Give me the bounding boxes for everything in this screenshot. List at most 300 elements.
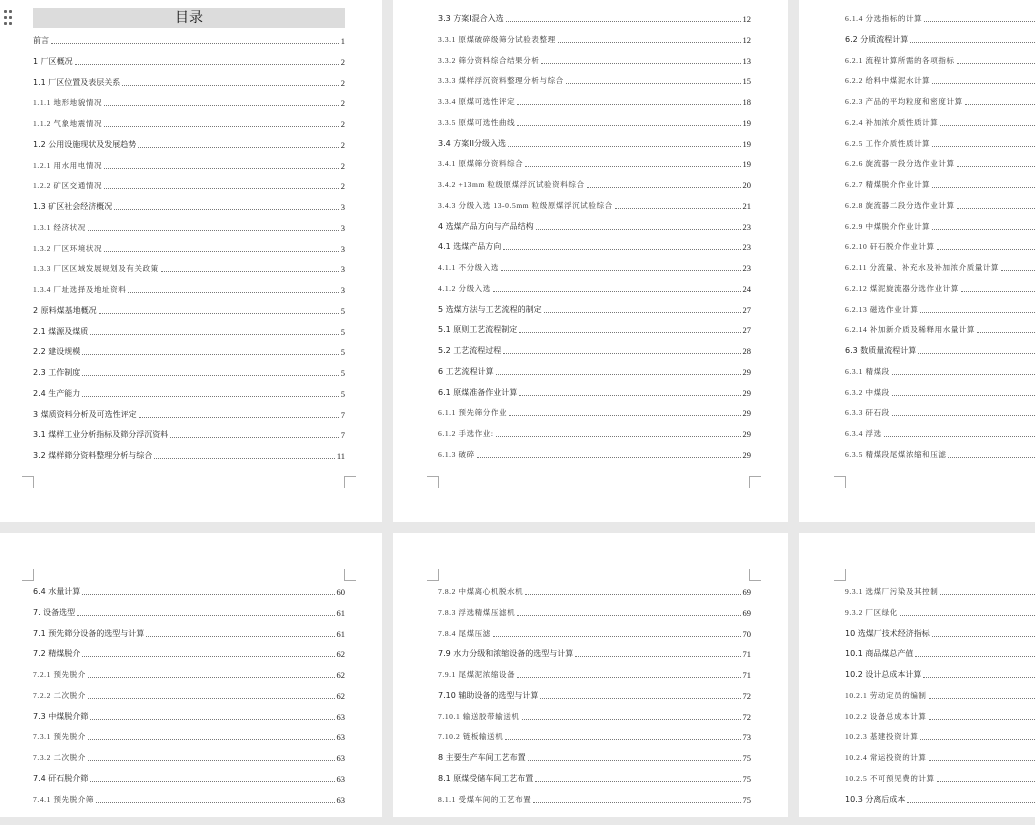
drag-handle-icon[interactable] <box>4 10 14 26</box>
toc-entry-label: 7.10 辅助设备的选型与计算 <box>438 690 539 700</box>
toc-entry-page-number: 69 <box>742 607 751 618</box>
toc-entry[interactable] <box>438 602 751 618</box>
toc-leader-dots <box>88 677 335 678</box>
toc-entry[interactable] <box>438 29 751 45</box>
toc-leader-dots <box>528 760 741 761</box>
toc-entry-page-number: 75 <box>742 753 751 763</box>
toc-leader-dots <box>937 781 1035 782</box>
toc-entry-label: 3.3.3 煤样浮沉资料整理分析与综合 <box>438 76 564 86</box>
toc-entry[interactable] <box>33 602 345 618</box>
toc-entry[interactable] <box>438 382 751 398</box>
toc-entry[interactable] <box>845 8 1035 24</box>
toc-leader-dots <box>493 291 741 292</box>
toc-entry[interactable] <box>845 91 1035 107</box>
toc-entry[interactable] <box>845 216 1035 232</box>
toc-entry[interactable] <box>438 91 751 107</box>
toc-entry-page-number: 12 <box>742 34 751 45</box>
toc-leader-dots <box>170 437 338 438</box>
toc-entry-page-number: 63 <box>336 753 345 763</box>
toc-entry[interactable] <box>438 685 751 701</box>
toc-entry-page-number: 2 <box>340 98 345 109</box>
toc-entry[interactable] <box>33 768 345 784</box>
toc-entry-label: 7.4.1 预先脱介筛 <box>33 794 94 804</box>
toc-entry-page-number: 15 <box>742 76 751 87</box>
toc-leader-dots <box>940 594 1035 595</box>
toc-entry[interactable] <box>438 195 751 211</box>
toc-entry-label: 2.4 生产能力 <box>33 388 81 398</box>
toc-leader-dots <box>884 436 1035 437</box>
toc-entry[interactable] <box>438 299 751 315</box>
toc-entry[interactable] <box>33 643 345 659</box>
toc-entry[interactable] <box>33 258 345 274</box>
toc-entry[interactable] <box>438 643 751 659</box>
toc-entry-label: 3.3.4 原煤可选性评定 <box>438 97 516 106</box>
toc-entry[interactable] <box>845 382 1035 398</box>
toc-entry[interactable] <box>33 72 345 88</box>
toc-list <box>438 8 751 468</box>
toc-entry-label: 2.3 工作制度 <box>33 368 81 377</box>
toc-entry[interactable] <box>33 217 345 233</box>
toc-entry[interactable] <box>845 685 1035 701</box>
toc-entry-page-number: 21 <box>742 200 751 211</box>
toc-entry-label: 6.2.8 旋流器二段分选作业计算 <box>845 200 955 210</box>
page-corner-mark <box>22 569 34 581</box>
toc-leader-dots <box>104 251 339 252</box>
page-corner-mark <box>22 476 34 488</box>
toc-leader-dots <box>924 21 1035 22</box>
toc-entry-label: 2.2 建设规模 <box>33 347 81 357</box>
toc-entry[interactable] <box>845 319 1035 335</box>
page-corner-mark <box>749 476 761 488</box>
toc-leader-dots <box>525 594 740 595</box>
toc-entry[interactable] <box>33 726 345 742</box>
toc-entry-label: 6.3.3 矸石段 <box>845 408 890 418</box>
toc-entry-page-number: 71 <box>742 649 751 660</box>
toc-leader-dots <box>932 83 1035 84</box>
toc-entry[interactable] <box>438 402 751 418</box>
toc-entry-page-number: 3 <box>340 243 345 254</box>
toc-entry[interactable] <box>845 174 1035 190</box>
toc-entry-label: 7.2.1 预先脱介 <box>33 670 86 679</box>
toc-leader-dots <box>122 85 338 86</box>
toc-entry[interactable] <box>438 133 751 149</box>
toc-leader-dots <box>932 636 1035 637</box>
toc-entry[interactable] <box>438 319 751 335</box>
toc-entry-label: 10.1 商品煤总产值 <box>845 649 914 659</box>
toc-entry[interactable] <box>845 299 1035 315</box>
toc-leader-dots <box>533 802 740 803</box>
toc-leader-dots <box>82 656 334 657</box>
toc-leader-dots <box>932 187 1035 188</box>
toc-leader-dots <box>525 166 740 167</box>
toc-entry-label: 6.1.3 破碎 <box>438 449 475 459</box>
toc-entry[interactable] <box>33 404 345 420</box>
toc-entry-page-number: 29 <box>742 449 751 460</box>
toc-entry-page-number: 29 <box>742 387 751 398</box>
toc-leader-dots <box>90 781 334 782</box>
toc-leader-dots <box>615 208 741 209</box>
toc-entry-page-number: 63 <box>336 794 345 805</box>
toc-entry-page-number: 19 <box>742 138 751 149</box>
toc-leader-dots <box>509 415 740 416</box>
toc-entry[interactable] <box>845 789 1035 805</box>
toc-entry[interactable] <box>845 340 1035 356</box>
toc-list <box>845 581 1035 821</box>
toc-entry[interactable] <box>845 581 1035 597</box>
toc-entry-label: 3.4 方案II分级入选 <box>438 138 506 148</box>
toc-entry[interactable] <box>438 747 751 763</box>
toc-entry-page-number: 7 <box>340 409 345 420</box>
toc-entry[interactable] <box>845 643 1035 659</box>
toc-entry[interactable] <box>845 726 1035 742</box>
page-corner-mark <box>344 476 356 488</box>
page-corner-mark <box>427 476 439 488</box>
toc-entry-label: 10.2.5 不可预见费的计算 <box>845 773 935 783</box>
toc-leader-dots <box>575 656 740 657</box>
toc-entry-label: 1.3.1 经济状况 <box>33 222 86 232</box>
toc-leader-dots <box>900 615 1035 616</box>
toc-leader-dots <box>918 353 1035 354</box>
toc-entry-page-number: 2 <box>340 119 345 129</box>
toc-entry[interactable] <box>33 300 345 316</box>
toc-entry[interactable] <box>845 29 1035 45</box>
toc-entry-label: 7.3.2 二次脱介 <box>33 753 86 762</box>
toc-entry-page-number: 62 <box>336 649 345 660</box>
toc-entry[interactable] <box>845 361 1035 377</box>
toc-leader-dots <box>961 291 1035 292</box>
toc-entry-page-number: 72 <box>742 690 751 701</box>
toc-entry[interactable] <box>438 174 751 190</box>
toc-leader-dots <box>82 354 338 355</box>
toc-entry[interactable] <box>33 685 345 701</box>
toc-entry-label: 7.3.1 预先脱介 <box>33 732 86 742</box>
toc-entry[interactable] <box>845 278 1035 294</box>
toc-entry-label: 7.2 精煤脱介 <box>33 649 81 659</box>
toc-leader-dots <box>544 312 741 313</box>
toc-entry-label: 1.3.4 厂址选择及地址资料 <box>33 285 127 294</box>
toc-entry[interactable] <box>33 362 345 378</box>
toc-leader-dots <box>496 436 741 437</box>
toc-entry[interactable] <box>438 236 751 252</box>
toc-leader-dots <box>519 395 740 396</box>
toc-entry-page-number: 27 <box>742 304 751 315</box>
toc-entry[interactable] <box>33 155 345 171</box>
toc-entry-page-number: 12 <box>742 14 751 24</box>
toc-entry-label: 6.1.1 预先筛分作业 <box>438 408 508 418</box>
toc-entry[interactable] <box>845 664 1035 680</box>
toc-entry-label: 6.3.2 中煤段 <box>845 387 890 397</box>
toc-entry[interactable] <box>33 706 345 722</box>
toc-leader-dots <box>82 396 338 397</box>
toc-leader-dots <box>920 739 1035 740</box>
toc-title[interactable]: 目录 <box>33 8 345 28</box>
toc-entry-label: 10.3 分离后成本 <box>845 794 906 804</box>
toc-leader-dots <box>558 42 741 43</box>
toc-entry-page-number: 3 <box>340 264 345 275</box>
toc-entry[interactable] <box>33 424 345 440</box>
toc-entry[interactable] <box>33 623 345 639</box>
toc-entry-page-number: 62 <box>336 670 345 680</box>
toc-leader-dots <box>892 374 1035 375</box>
toc-leader-dots <box>1001 270 1035 271</box>
toc-entry-label: 6.2 分质流程计算 <box>845 34 909 44</box>
toc-leader-dots <box>929 760 1035 761</box>
toc-leader-dots <box>154 458 335 459</box>
toc-entry[interactable] <box>845 768 1035 784</box>
toc-entry-page-number: 23 <box>742 221 751 232</box>
page-corner-mark <box>344 569 356 581</box>
toc-entry-page-number: 28 <box>742 346 751 356</box>
toc-entry[interactable] <box>438 70 751 86</box>
toc-entry-label: 7.9.1 尾煤泥浓缩设备 <box>438 670 516 679</box>
toc-entry-label: 6.3.1 精煤段 <box>845 366 890 376</box>
toc-entry[interactable] <box>845 423 1035 439</box>
toc-entry[interactable] <box>845 602 1035 618</box>
toc-entry-page-number: 63 <box>336 732 345 743</box>
toc-leader-dots <box>517 677 740 678</box>
toc-entry[interactable] <box>438 112 751 128</box>
toc-leader-dots <box>519 332 740 333</box>
toc-entry-page-number: 63 <box>336 711 345 722</box>
toc-entry-label: 6.3 数质量流程计算 <box>845 346 917 355</box>
toc-entry-label: 4.1 选煤产品方向 <box>438 242 502 252</box>
toc-leader-dots <box>929 719 1035 720</box>
toc-entry-page-number: 3 <box>340 202 345 212</box>
toc-entry-label: 3 煤质资料分析及可选性评定 <box>33 409 137 419</box>
toc-entry[interactable] <box>438 153 751 169</box>
toc-leader-dots <box>505 739 740 740</box>
toc-leader-dots <box>503 249 740 250</box>
document-page-2 <box>393 0 788 522</box>
toc-entry[interactable] <box>33 321 345 337</box>
toc-entry-label: 3.3 方案I混合入选 <box>438 14 504 23</box>
toc-leader-dots <box>929 698 1035 699</box>
toc-entry-label: 9.3.2 厂区绿化 <box>845 607 898 617</box>
toc-entry[interactable] <box>438 581 751 597</box>
toc-entry-label: 7.10.2 链板输送机 <box>438 732 504 742</box>
toc-entry[interactable] <box>33 238 345 254</box>
toc-entry[interactable] <box>438 768 751 784</box>
toc-leader-dots <box>99 313 339 314</box>
toc-entry-label: 6 工艺流程计算 <box>438 366 494 376</box>
toc-entry-label: 1.1.1 地形地貌情况 <box>33 98 103 108</box>
toc-entry[interactable] <box>33 789 345 805</box>
toc-leader-dots <box>957 166 1035 167</box>
toc-entry[interactable] <box>33 581 345 597</box>
toc-leader-dots <box>566 83 741 84</box>
toc-entry[interactable] <box>438 726 751 742</box>
toc-entry-page-number: 27 <box>742 325 751 336</box>
toc-entry[interactable] <box>845 153 1035 169</box>
toc-entry-label: 6.1.4 分选指标的计算 <box>845 14 923 23</box>
toc-entry-label: 10.2.4 常运投资的计算 <box>845 753 927 762</box>
toc-entry[interactable] <box>438 361 751 377</box>
toc-entry-label: 6.2.2 给料中煤泥水计算 <box>845 76 931 86</box>
toc-leader-dots <box>477 457 741 458</box>
toc-leader-dots <box>75 64 339 65</box>
toc-leader-dots <box>146 636 334 637</box>
page-corner-mark <box>834 476 846 488</box>
toc-entry-label: 3.4.1 原煤筛分资料综合 <box>438 159 524 169</box>
toc-leader-dots <box>104 126 339 127</box>
toc-leader-dots <box>957 63 1035 64</box>
toc-leader-dots <box>517 104 740 105</box>
toc-entry-label: 6.2.4 补加浓介质性质计算 <box>845 117 939 127</box>
toc-entry[interactable] <box>845 706 1035 722</box>
toc-entry-page-number: 75 <box>742 773 751 784</box>
toc-entry-page-number: 19 <box>742 159 751 170</box>
toc-list <box>33 30 345 470</box>
toc-entry[interactable] <box>845 133 1035 149</box>
toc-entry[interactable] <box>438 664 751 680</box>
toc-entry-label: 1.1.2 气象地震情况 <box>33 119 103 128</box>
page-corner-mark <box>749 569 761 581</box>
toc-leader-dots <box>88 760 335 761</box>
toc-entry[interactable] <box>33 134 345 150</box>
toc-entry[interactable] <box>845 112 1035 128</box>
toc-entry-page-number: 24 <box>742 283 751 294</box>
toc-entry-label: 8.1.1 受煤车间的工艺布置 <box>438 794 532 804</box>
toc-entry-label: 7.10.1 输送胶带输送机 <box>438 711 520 721</box>
toc-entry-label: 6.2.11 分流量、补充水及补加浓介质量计算 <box>845 263 1000 272</box>
toc-entry[interactable] <box>33 196 345 212</box>
toc-entry[interactable] <box>438 623 751 639</box>
toc-entry[interactable] <box>438 257 751 273</box>
toc-entry[interactable] <box>438 789 751 805</box>
toc-entry[interactable] <box>845 70 1035 86</box>
toc-leader-dots <box>139 417 339 418</box>
toc-entry-page-number: 29 <box>742 429 751 439</box>
page-corner-mark <box>834 569 846 581</box>
toc-entry-page-number: 19 <box>742 117 751 128</box>
toc-entry-label: 6.2.6 旋流器一段分选作业计算 <box>845 159 955 169</box>
toc-entry-label: 3.1 煤样工业分析指标及筛分浮沉资料 <box>33 430 169 440</box>
toc-leader-dots <box>82 594 334 595</box>
toc-list <box>438 581 751 821</box>
toc-entry-page-number: 2 <box>340 139 345 150</box>
toc-entry[interactable] <box>845 623 1035 639</box>
toc-entry-label: 4.1.1 不分级入选 <box>438 263 499 272</box>
toc-entry-label: 7.3 中煤脱介筛 <box>33 711 89 721</box>
toc-leader-dots <box>77 615 334 616</box>
toc-entry[interactable] <box>33 341 345 357</box>
toc-entry[interactable] <box>845 50 1035 66</box>
toc-entry-label: 1.2.2 矿区交通情况 <box>33 181 103 191</box>
toc-entry[interactable] <box>33 175 345 191</box>
toc-entry[interactable] <box>845 236 1035 252</box>
toc-entry-label: 10.2.3 基建投资计算 <box>845 732 919 742</box>
toc-leader-dots <box>540 698 740 699</box>
toc-leader-dots <box>51 43 339 44</box>
toc-entry-label: 5 选煤方法与工艺流程的制定 <box>438 304 542 314</box>
toc-entry[interactable] <box>33 51 345 67</box>
toc-entry-label: 6.1.2 手选作业: <box>438 429 494 438</box>
toc-leader-dots <box>522 719 741 720</box>
toc-entry-label: 7.1 预先筛分设备的选型与计算 <box>33 628 145 638</box>
toc-entry[interactable] <box>33 92 345 108</box>
toc-leader-dots <box>88 698 335 699</box>
toc-entry-page-number: 3 <box>340 222 345 233</box>
toc-entry-label: 3.3.2 筛分资料综合结果分析 <box>438 55 540 65</box>
toc-entry[interactable] <box>845 195 1035 211</box>
toc-list <box>33 581 345 821</box>
toc-entry-page-number: 7 <box>340 430 345 441</box>
toc-leader-dots <box>536 229 741 230</box>
toc-entry[interactable] <box>438 8 751 24</box>
toc-entry-label: 1.3 矿区社会经济概况 <box>33 202 113 211</box>
toc-entry[interactable] <box>845 444 1035 460</box>
toc-leader-dots <box>161 271 339 272</box>
toc-entry[interactable] <box>845 257 1035 273</box>
toc-entry-label: 10.2.2 设备总成本计算 <box>845 711 927 721</box>
toc-entry[interactable] <box>845 747 1035 763</box>
toc-entry[interactable] <box>33 664 345 680</box>
toc-entry[interactable] <box>438 216 751 232</box>
toc-entry-page-number: 62 <box>336 690 345 701</box>
toc-entry[interactable] <box>33 113 345 129</box>
toc-entry[interactable] <box>33 747 345 763</box>
toc-leader-dots <box>114 209 338 210</box>
toc-leader-dots <box>517 125 740 126</box>
toc-entry-page-number: 2 <box>340 56 345 67</box>
toc-entry[interactable] <box>438 444 751 460</box>
toc-entry-label: 3.2 煤样筛分资料整理分析与综合 <box>33 451 153 460</box>
toc-leader-dots <box>920 312 1035 313</box>
toc-leader-dots <box>910 42 1035 43</box>
toc-leader-dots <box>496 374 741 375</box>
toc-entry[interactable] <box>33 30 345 46</box>
toc-entry-page-number: 20 <box>742 180 751 190</box>
toc-entry[interactable] <box>438 706 751 722</box>
toc-entry-page-number: 5 <box>340 388 345 399</box>
toc-leader-dots <box>517 615 740 616</box>
toc-leader-dots <box>88 230 339 231</box>
toc-entry[interactable] <box>33 383 345 399</box>
toc-leader-dots <box>82 375 338 376</box>
toc-leader-dots <box>90 334 338 335</box>
toc-entry-label: 3.4.3 分级入选 13-0.5mm 粒级原煤浮沉试验综合 <box>438 200 613 210</box>
toc-entry-page-number: 2 <box>340 160 345 171</box>
toc-leader-dots <box>892 415 1035 416</box>
toc-entry[interactable] <box>438 50 751 66</box>
toc-entry[interactable] <box>33 279 345 295</box>
toc-leader-dots <box>104 188 339 189</box>
document-page-1 <box>0 0 382 522</box>
toc-leader-dots <box>104 168 339 169</box>
toc-entry-label: 4 选煤产品方向与产品结构 <box>438 221 534 231</box>
toc-leader-dots <box>493 636 741 637</box>
toc-entry-page-number: 5 <box>340 368 345 378</box>
toc-entry[interactable] <box>438 340 751 356</box>
toc-entry-page-number: 18 <box>742 97 751 107</box>
toc-entry-label: 3.3.1 原煤破碎级筛分试验表整理 <box>438 34 556 44</box>
toc-leader-dots <box>948 457 1035 458</box>
toc-entry[interactable] <box>438 278 751 294</box>
document-page-5 <box>393 533 788 825</box>
toc-leader-dots <box>892 395 1035 396</box>
toc-entry[interactable] <box>845 402 1035 418</box>
toc-leader-dots <box>923 677 1035 678</box>
toc-entry-page-number: 29 <box>742 408 751 419</box>
toc-leader-dots <box>957 208 1035 209</box>
toc-entry-label: 1.1 厂区位置及表层关系 <box>33 77 121 87</box>
page-corner-mark <box>427 569 439 581</box>
toc-entry-label: 6.2.5 工作介质性质计算 <box>845 138 931 148</box>
toc-leader-dots <box>535 781 740 782</box>
toc-entry-label: 8 主要生产车间工艺布置 <box>438 753 526 762</box>
toc-entry[interactable] <box>33 445 345 461</box>
toc-entry[interactable] <box>438 423 751 439</box>
